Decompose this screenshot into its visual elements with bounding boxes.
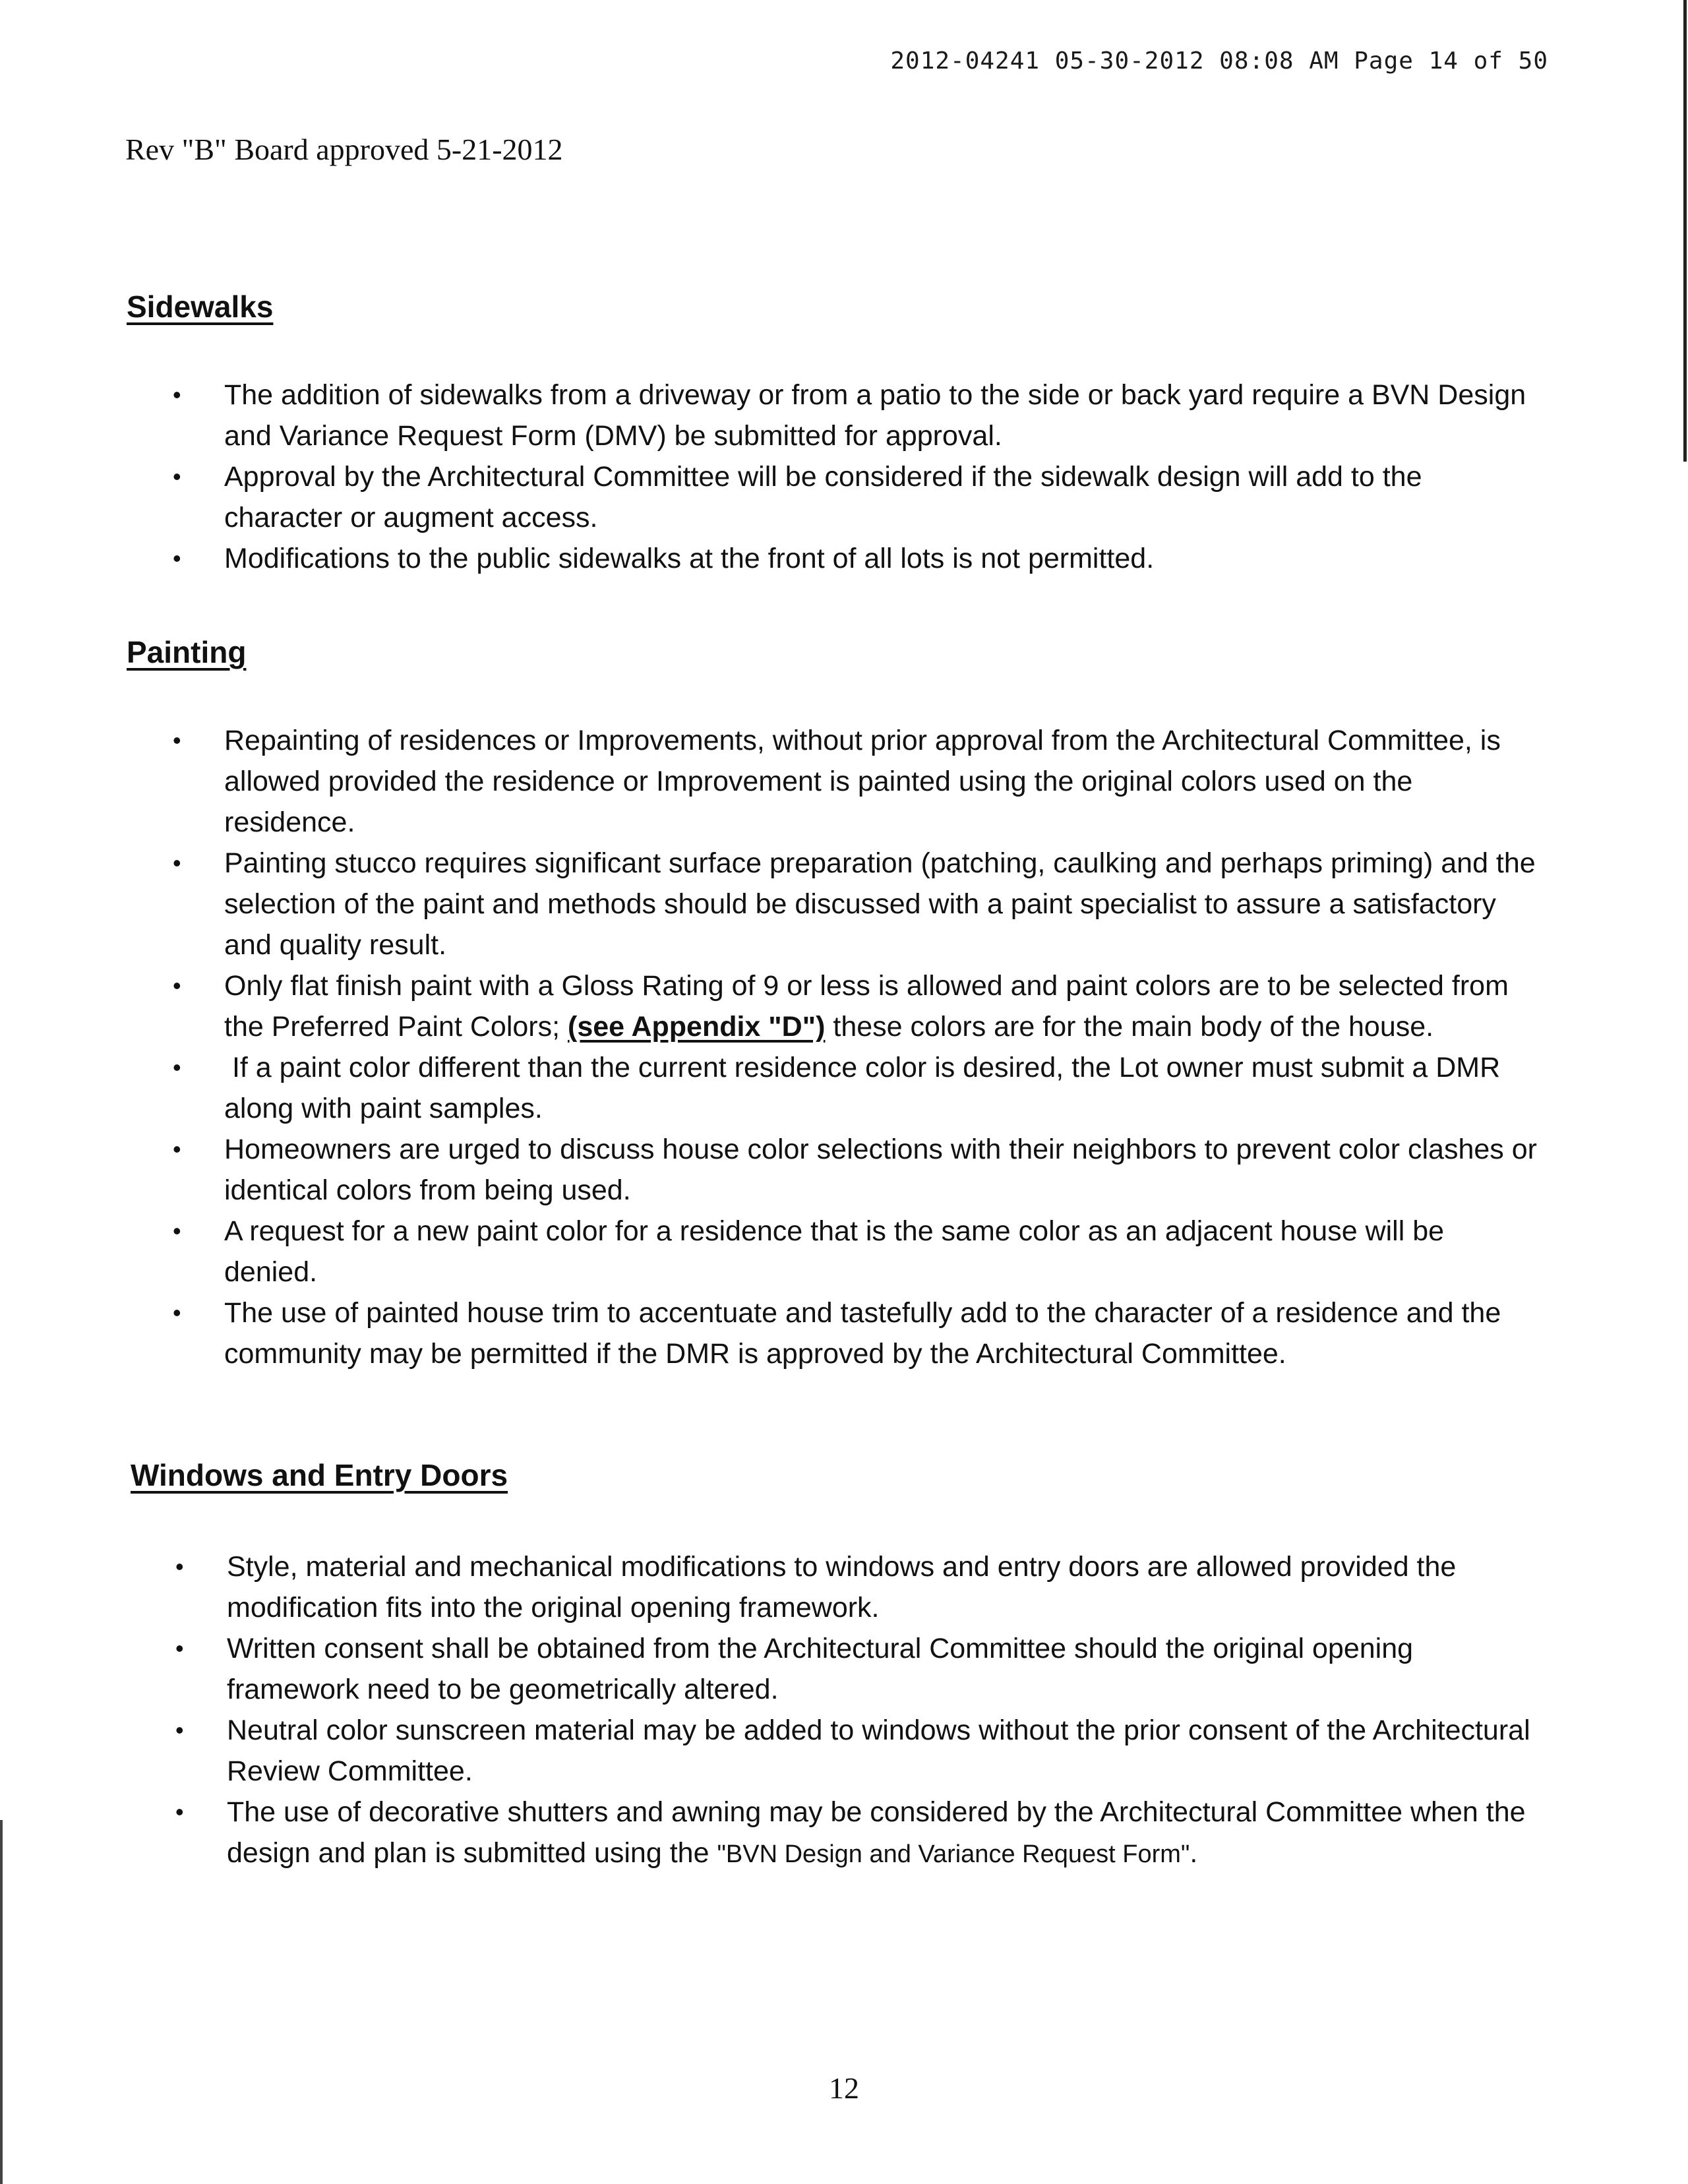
- list-item-text: Only flat finish paint with a Gloss Rating of 9 or less is allowed and paint colors are to be selected from the Preferred Paint Colors;: [224, 970, 1509, 1043]
- bullet-icon: •: [173, 463, 181, 490]
- bullet-icon: •: [175, 1635, 184, 1662]
- list-item: [170, 1129, 1542, 1211]
- section-heading-windows-and-entry-doors: Windows and Entry Doors: [131, 1458, 508, 1492]
- list-item-text: Style, material and mechanical modifications to windows and entry doors are allowed provided the modification fits into the original opening framework.: [227, 1551, 1457, 1623]
- bullet-icon: •: [173, 545, 181, 572]
- list-item: [173, 1792, 1544, 1875]
- painting-list: [170, 720, 1542, 1374]
- list-item-text: Modifications to the public sidewalks at the front of all lots is not permitted.: [224, 543, 1155, 574]
- list-item-text: these colors are for the main body of the house.: [825, 1011, 1434, 1043]
- scan-edge-mark: [0, 1820, 3, 2184]
- bullet-icon: •: [175, 1716, 184, 1744]
- list-item: [170, 538, 1542, 579]
- section-heading-sidewalks: Sidewalks: [127, 289, 274, 324]
- list-item-text: A request for a new paint color for a residence that is the same color as an adjacent house will be denied.: [224, 1215, 1445, 1288]
- bullet-icon: •: [173, 972, 181, 999]
- list-item-text: Repainting of residences or Improvements, without prior approval from the Architectural Committee, is allowed provided the residence or Improvement is painted using the original colors used on the residence.: [224, 725, 1501, 838]
- bullet-icon: •: [175, 1553, 184, 1580]
- list-item: [170, 456, 1542, 538]
- form-name: "BVN Design and Variance Request Form": [717, 1840, 1190, 1868]
- sidewalks-list: [170, 375, 1542, 579]
- list-item: [170, 720, 1542, 843]
- section-heading-painting: Painting: [127, 635, 247, 669]
- bullet-icon: •: [173, 381, 181, 408]
- scan-edge-mark: [1683, 0, 1687, 462]
- list-item-text: Approval by the Architectural Committee will be considered if the sidewalk design will add to the character or augment access.: [224, 461, 1422, 533]
- list-item-text: The use of decorative shutters and awning may be considered by the Architectural Committee when the design and plan is submitted using the: [227, 1796, 1526, 1869]
- page-number: 12: [829, 2071, 859, 2105]
- bullet-icon: •: [173, 1299, 181, 1326]
- list-item: [170, 965, 1542, 1047]
- list-item: [173, 1710, 1544, 1792]
- list-item-text: Neutral color sunscreen material may be added to windows without the prior consent of the Architectural Review Committee.: [227, 1714, 1530, 1787]
- list-item-text: Written consent shall be obtained from the Architectural Committee should the original opening framework need to be geometrically altered.: [227, 1633, 1414, 1705]
- list-item-text: Painting stucco requires significant surface preparation (patching, caulking and perhaps priming) and the selection of the paint and methods should be discussed with a paint specialist to assure a satisfactory and quality result.: [224, 847, 1536, 961]
- list-item: [173, 1546, 1544, 1628]
- fax-header-stamp: 2012-04241 05-30-2012 08:08 AM Page 14 of 50: [890, 47, 1548, 75]
- bullet-icon: •: [173, 849, 181, 876]
- revision-note: Rev "B" Board approved 5-21-2012: [125, 133, 563, 166]
- list-item: [170, 843, 1542, 965]
- bullet-icon: •: [173, 1217, 181, 1244]
- list-item-text: Homeowners are urged to discuss house color selections with their neighbors to prevent color clashes or identical colors from being used.: [224, 1134, 1537, 1206]
- list-item: [170, 375, 1542, 456]
- list-item: [173, 1628, 1544, 1710]
- appendix-d-reference[interactable]: (see Appendix "D"): [568, 1011, 826, 1043]
- list-item: [170, 1047, 1542, 1129]
- windows-list: [173, 1546, 1544, 1875]
- bullet-icon: •: [173, 1136, 181, 1163]
- list-item: [170, 1292, 1542, 1374]
- list-item: [170, 1211, 1542, 1292]
- bullet-icon: •: [175, 1798, 184, 1825]
- list-item-text: .: [1190, 1837, 1198, 1869]
- bullet-icon: •: [173, 727, 181, 754]
- bullet-icon: •: [173, 1054, 181, 1081]
- list-item-text: The addition of sidewalks from a driveway or from a patio to the side or back yard require a BVN Design and Variance Request Form (DMV) be submitted for approval.: [224, 379, 1526, 452]
- list-item-text: The use of painted house trim to accentuate and tastefully add to the character of a residence and the community may be permitted if the DMR is approved by the Architectural Committee.: [224, 1297, 1501, 1370]
- list-item-text: If a paint color different than the current residence color is desired, the Lot owner must submit a DMR along with paint samples.: [224, 1052, 1509, 1124]
